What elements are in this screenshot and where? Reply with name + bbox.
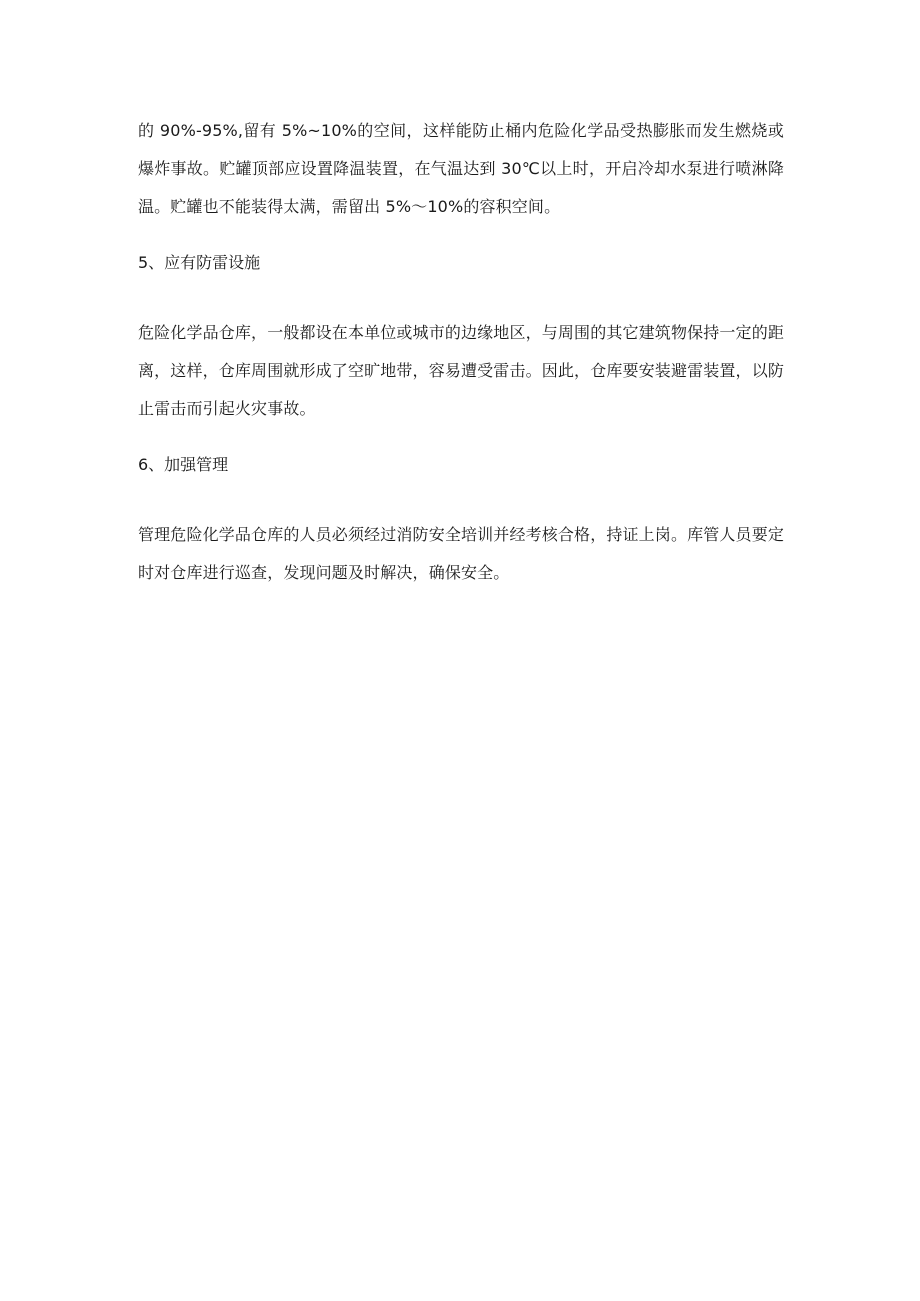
section-heading-lightning-protection: 5、应有防雷设施 (138, 253, 261, 272)
paragraph-management: 管理危险化学品仓库的人员必须经过消防安全培训并经考核合格，持证上岗。库管人员要定时对仓库进行巡查，发现问题及时解决，确保安全。 (138, 525, 785, 582)
document-body (138, 112, 784, 592)
section-heading-management: 6、加强管理 (138, 455, 229, 474)
paragraph-storage-capacity: 的 90%-95%,留有 5%~10%的空间，这样能防止桶内危险化学品受热膨胀而发生燃烧或爆炸事故。贮罐顶部应设置降温装置，在气温达到 30℃以上时，开启冷却水泵进行喷淋降温。贮罐也不能装得太满，需留出 5%～10%的容积空间。 (138, 121, 784, 216)
paragraph-lightning-protection: 危险化学品仓库，一般都设在本单位或城市的边缘地区，与周围的其它建筑物保持一定的距离，这样，仓库周围就形成了空旷地带，容易遭受雷击。因此，仓库要安装避雷装置，以防止雷击而引起火灾事故。 (138, 323, 785, 418)
